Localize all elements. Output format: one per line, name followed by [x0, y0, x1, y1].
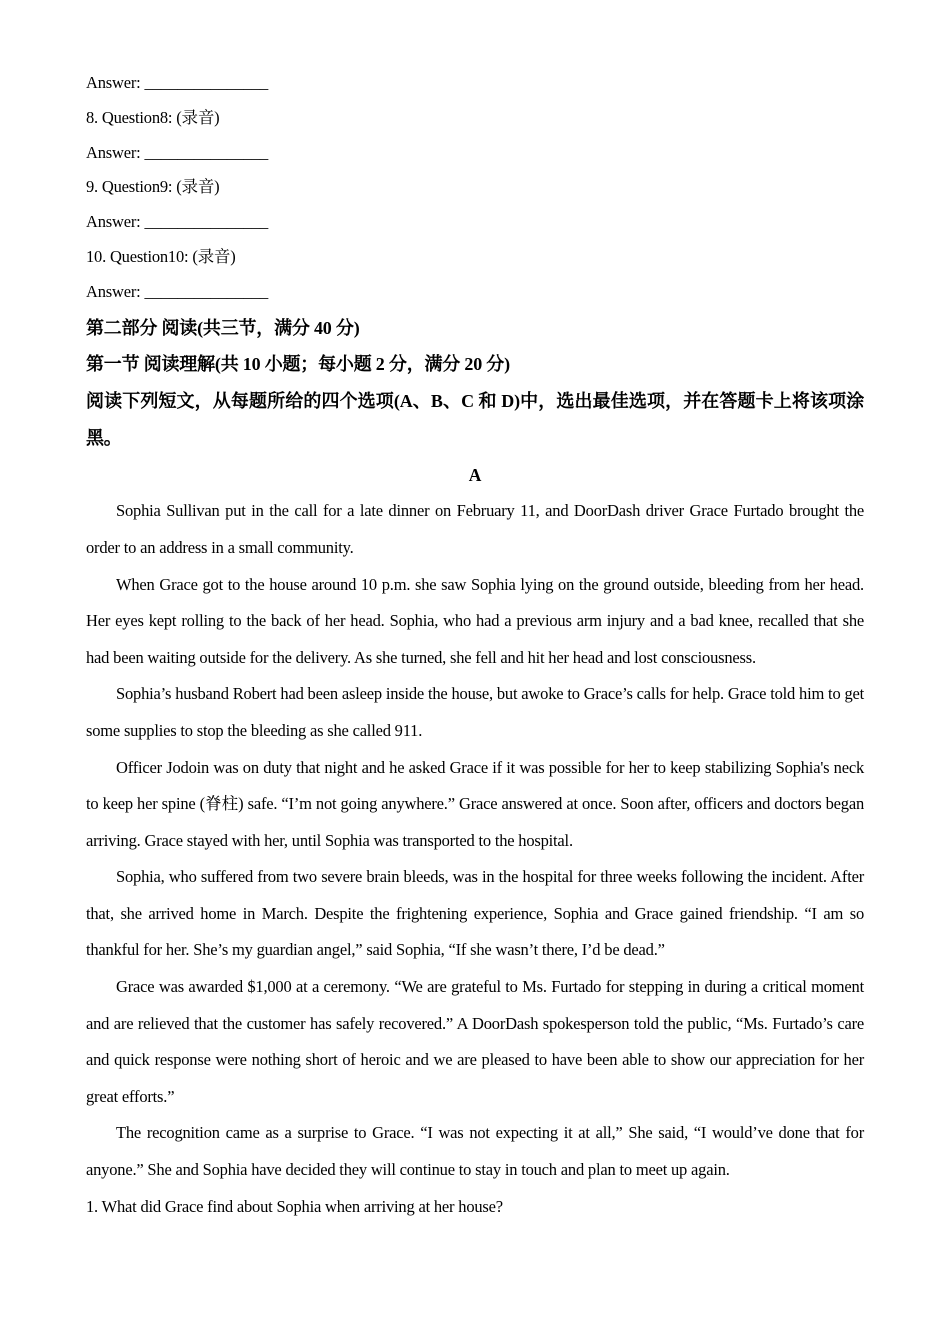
answer-blank: _______________	[144, 142, 269, 162]
passage-paragraph: When Grace got to the house around 10 p.m. she saw Sophia lying on the ground outside, bleeding from her head. Her eyes kept rolling to the back of her head. Sophia, who had a previous arm injury and a bad knee, recalled that she had been waiting outside for the delivery. As she turned, she fell and hit her head and lost consciousness.	[86, 574, 864, 667]
passage-paragraph: Sophia’s husband Robert had been asleep inside the house, but awoke to Grace’s calls for help. Grace told him to get some supplies to stop the bleeding as she called 911.	[86, 684, 864, 740]
listening-question-8: 8. Question8: (录音)	[86, 107, 220, 127]
passage-paragraph: Sophia Sullivan put in the call for a late dinner on February 11, and DoorDash driver Grace Furtado brought the order to an address in a small community.	[86, 501, 864, 557]
listening-question-10: 10. Question10: (录音)	[86, 246, 236, 266]
reading-instructions: 阅读下列短文，从每题所给的四个选项(A、B、C 和 D)中，选出最佳选项，并在答题卡上将该项涂黑。	[86, 391, 864, 448]
reading-section	[86, 310, 864, 1226]
passage-a-label: A	[468, 464, 482, 485]
answer-blank: _______________	[144, 73, 269, 92]
answer-line	[86, 205, 864, 240]
answer-line	[86, 275, 864, 310]
answer-label: Answer:	[86, 212, 141, 232]
listening-answer-section	[86, 66, 864, 310]
answer-label: Answer:	[86, 73, 141, 92]
answer-blank: _______________	[144, 212, 269, 232]
section-one-heading: 第一节 阅读理解(共 10 小题；每小题 2 分，满分 20 分)	[86, 354, 510, 375]
answer-line	[86, 136, 864, 171]
passage-a-body	[86, 493, 864, 1188]
answer-line	[86, 66, 864, 101]
answer-label: Answer:	[86, 281, 141, 301]
listening-question-9: 9. Question9: (录音)	[86, 177, 220, 197]
passage-paragraph: The recognition came as a surprise to Grace. “I was not expecting it at all,” She said, “I would’ve done that for anyone.” She and Sophia have decided they will continue to stay in touch and plan to meet up again.	[86, 1123, 864, 1180]
answer-label: Answer:	[86, 142, 141, 162]
passage-paragraph: Grace was awarded $1,000 at a ceremony. “We are grateful to Ms. Furtado for stepping in during a critical moment and are relieved that the customer has safely recovered.” A DoorDash spokesperson told the public, “Ms. Furtado’s care and quick response were nothing short of heroic and we are pleased to have been able to show our appreciation for her great efforts.”	[86, 977, 864, 1106]
comprehension-question-1: 1. What did Grace find about Sophia when arriving at her house?	[86, 1196, 503, 1216]
passage-paragraph: Sophia, who suffered from two severe brain bleeds, was in the hospital for three weeks following the incident. After that, she arrived home in March. Despite the frightening experience, Sophia and Grace gained friendship. “I am so thankful for her. She’s my guardian angel,” said Sophia, “If she wasn’t there, I’d be dead.”	[86, 867, 864, 960]
passage-paragraph: Officer Jodoin was on duty that night and he asked Grace if it was possible for her to keep stabilizing Sophia's neck to keep her spine (脊柱) safe. “I’m not going anywhere.” Grace answered at once. Soon after, officers and doctors began arriving. Grace stayed with her, until Sophia was transported to the hospital.	[86, 757, 864, 850]
part-two-heading: 第二部分 阅读(共三节，满分 40 分)	[86, 317, 360, 338]
answer-blank: _______________	[144, 281, 269, 301]
